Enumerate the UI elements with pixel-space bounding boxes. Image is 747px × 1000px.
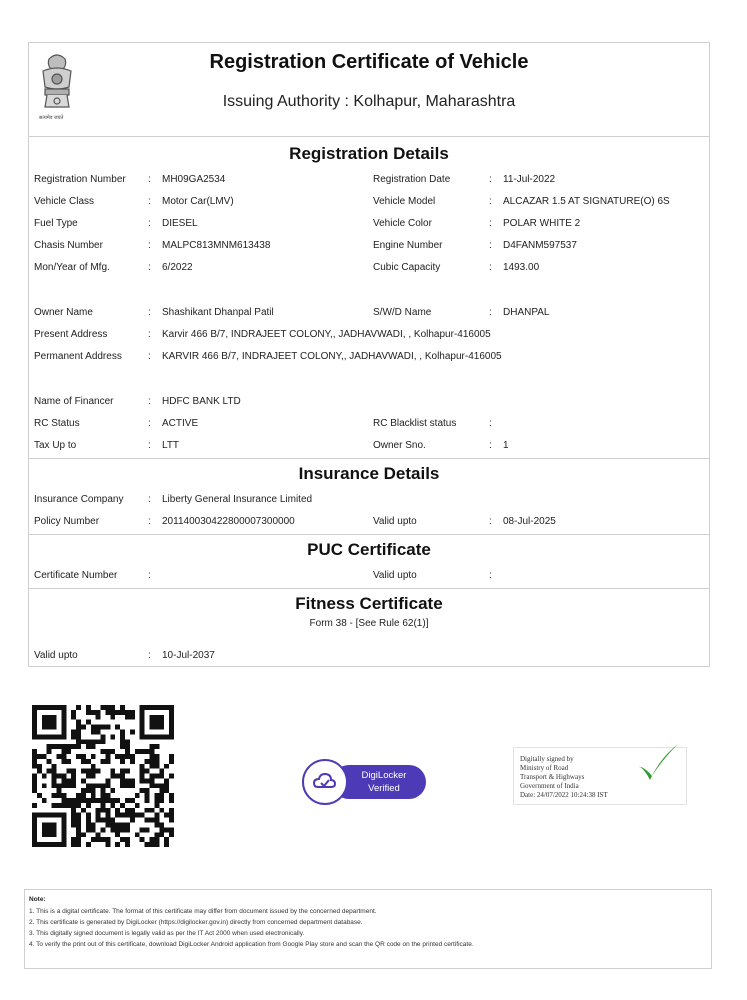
value: 10-Jul-2037 [162,650,215,661]
signature-date: Date: 24/07/2022 10:24:38 IST [520,791,608,799]
value: Liberty General Insurance Limited [162,494,313,505]
separator: : [489,218,492,229]
digilocker-text [342,769,426,795]
value: 6/2022 [162,262,193,273]
separator: : [148,516,151,527]
signature-line: Transport & Highways [520,773,585,781]
separator: : [489,174,492,185]
label: Valid upto [373,570,417,581]
row-chasis-number [29,240,709,258]
separator: : [148,218,151,229]
separator: : [148,440,151,451]
row-permanent-address [29,351,709,369]
separator: : [148,329,151,340]
label: Permanent Address [34,351,122,362]
row-fuel-type [29,218,709,236]
label: Owner Sno. [373,440,426,451]
label: Cubic Capacity [373,262,441,273]
signature-details [520,755,608,800]
value: ACTIVE [162,418,199,429]
value: HDFC BANK LTD [162,396,241,407]
label: Fuel Type [34,218,78,229]
separator: : [489,440,492,451]
separator: : [148,262,151,273]
row-tax-up-to [29,440,709,458]
separator: : [148,570,151,581]
verified-checkmark-icon [634,742,682,786]
document-title: Registration Certificate of Vehicle [209,51,529,73]
value: 201140030422800007300000 [162,516,295,527]
separator: : [148,307,151,318]
digilocker-verified-badge [302,759,426,805]
note-line: 4. To verify the print out of this certificate, download DigiLocker Android application from Google Play store and scan the QR code on the printed certificate. [29,941,474,948]
label: Tax Up to [34,440,77,451]
separator: : [148,196,151,207]
value: MH09GA2534 [162,174,226,185]
separator: : [148,174,151,185]
separator: : [489,262,492,273]
value: 08-Jul-2025 [503,516,556,527]
value: D4FANM597537 [503,240,577,251]
label: Certificate Number [34,570,118,581]
note-line: 3. This digitally signed document is legally valid as per the IT Act 2000 when used electronically. [29,930,305,937]
registration-details-heading: Registration Details [289,144,449,163]
value: LTT [162,440,180,451]
value: KARVIR 466 B/7, INDRAJEET COLONY,, JADHAVWADI, , Kolhapur-416005 [162,351,502,362]
label: Vehicle Model [373,196,436,207]
value: MALPC813MNM613438 [162,240,271,251]
row-fitness-valid-upto [29,650,709,668]
note-line: 1. This is a digital certificate. The format of this certificate may differ from document issued by the concerned department. [29,908,377,915]
qr-code-icon[interactable] [32,705,174,847]
value: 1 [503,440,509,451]
label: Insurance Company [34,494,124,505]
label: Owner Name [34,307,93,318]
row-mfg [29,262,709,280]
emblem-caption: सत्यमेव जयते [39,115,64,121]
insurance-details-heading: Insurance Details [298,464,440,483]
label: Valid upto [373,516,417,527]
value: 11-Jul-2022 [503,174,556,185]
digilocker-cloud-icon [310,767,340,797]
row-owner-name [29,307,709,325]
value: DHANPAL [503,307,550,318]
digital-signature-box [513,747,687,805]
section-divider [29,588,709,589]
registration-certificate [28,42,710,667]
label: RC Blacklist status [373,418,457,429]
row-insurance-company [29,494,709,512]
row-registration-number [29,174,709,192]
label: Vehicle Class [34,196,95,207]
verified-label: Verified [368,783,400,794]
digilocker-label: DigiLocker [361,770,407,781]
certificate-header [29,43,709,137]
note-heading: Note: [29,896,46,903]
section-divider [29,534,709,535]
label: Policy Number [34,516,100,527]
value: Shashikant Dhanpal Patil [162,307,274,318]
note-box [24,889,712,969]
label: S/W/D Name [373,307,432,318]
separator: : [489,570,492,581]
value: ALCAZAR 1.5 AT SIGNATURE(O) 6S [503,196,670,207]
row-vehicle-class [29,196,709,214]
signature-line: Digitally signed by [520,755,574,763]
separator: : [148,418,151,429]
separator: : [148,351,151,362]
fitness-certificate-heading: Fitness Certificate [295,594,443,613]
label: Registration Date [373,174,451,185]
label: RC Status [34,418,80,429]
label: Vehicle Color [373,218,432,229]
separator: : [148,650,151,661]
label: Valid upto [34,650,78,661]
signature-line: Government of India [520,782,579,790]
section-divider [29,458,709,459]
separator: : [489,240,492,251]
separator: : [489,196,492,207]
label: Present Address [34,329,108,340]
separator: : [148,240,151,251]
separator: : [489,516,492,527]
value: Motor Car(LMV) [162,196,234,207]
separator: : [148,494,151,505]
signature-line: Ministry of Road [520,764,569,772]
row-policy-number [29,516,709,534]
fitness-form-reference: Form 38 - [See Rule 62(1)] [309,618,429,629]
row-rc-status [29,418,709,436]
label: Mon/Year of Mfg. [34,262,110,273]
value: 1493.00 [503,262,540,273]
row-financer [29,396,709,414]
label: Name of Financer [34,396,114,407]
separator: : [148,396,151,407]
label: Engine Number [373,240,443,251]
note-line: 2. This certificate is generated by DigiLocker (https://digilocker.gov.in) directly from concerned department database. [29,919,363,926]
label: Chasis Number [34,240,103,251]
label: Registration Number [34,174,126,185]
puc-certificate-heading: PUC Certificate [307,540,431,559]
value: POLAR WHITE 2 [503,218,581,229]
value: DIESEL [162,218,198,229]
row-present-address [29,329,709,347]
row-puc-certificate-number [29,570,709,588]
issuing-authority: Issuing Authority : Kolhapur, Maharashtra [222,93,516,110]
value: Karvir 466 B/7, INDRAJEET COLONY,, JADHAVWADI, , Kolhapur-416005 [162,329,491,340]
separator: : [489,418,492,429]
separator: : [489,307,492,318]
